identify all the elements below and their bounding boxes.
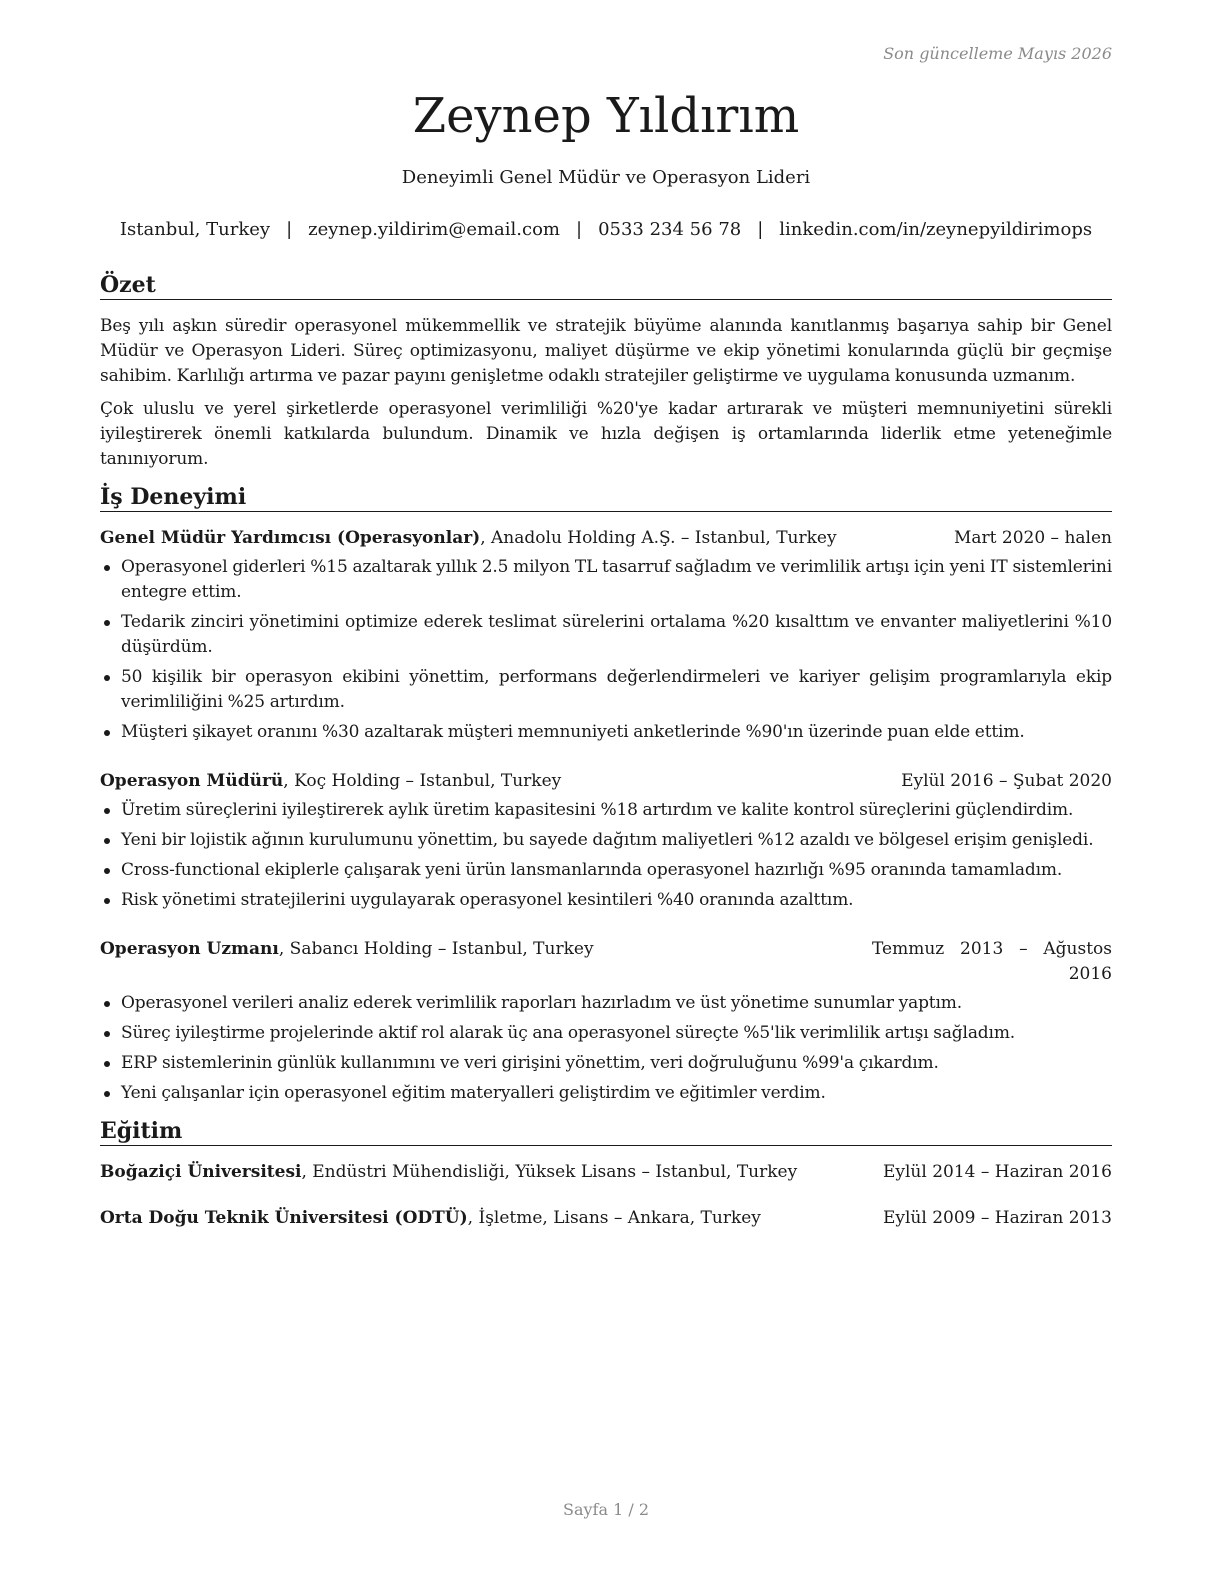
contact-linkedin[interactable]: linkedin.com/in/zeynepyildirimops: [779, 219, 1093, 240]
education-entry: [100, 1206, 1112, 1231]
job-role: Genel Müdür Yardımcısı (Operasyonlar): [100, 528, 481, 548]
job-entry: [100, 526, 1112, 745]
job-bullet: Yeni çalışanlar için operasyonel eğitim materyalleri geliştirdim ve eğitimler verdim.: [100, 1081, 1112, 1106]
job-company: , Anadolu Holding A.Ş. – Istanbul, Turkey: [480, 528, 837, 548]
education-school: Orta Doğu Teknik Üniversitesi (ODTÜ): [100, 1208, 468, 1228]
job-header: [100, 769, 1112, 794]
job-company: , Sabancı Holding – Istanbul, Turkey: [278, 939, 594, 959]
contact-phone[interactable]: 0533 234 56 78: [598, 219, 742, 240]
job-role: Operasyon Müdürü: [100, 771, 284, 791]
resume-page: [100, 0, 1112, 1584]
job-bullet: Süreç iyileştirme projelerinde aktif rol alarak üç ana operasyonel süreçte %5'lik verimlilik artışı sağladım.: [100, 1021, 1112, 1046]
job-bullet: ERP sistemlerinin günlük kullanımını ve veri girişini yönettim, veri doğruluğunu %99'a çıkardım.: [100, 1051, 1112, 1076]
education-dates: Eylül 2009 – Haziran 2013: [882, 1208, 1112, 1228]
job-dates: Temmuz 2013 – Ağustos 2016: [872, 939, 1112, 984]
education-section: [100, 1118, 1112, 1231]
job-company: , Koç Holding – Istanbul, Turkey: [283, 771, 562, 791]
contact-separator: |: [576, 219, 583, 240]
job-header: [100, 937, 1112, 987]
contact-separator: |: [757, 219, 764, 240]
education-school: Boğaziçi Üniversitesi: [100, 1162, 302, 1182]
summary-paragraph: Çok uluslu ve yerel şirketlerde operasyonel verimliliği %20'ye kadar artırarak ve müşteri memnuniyetini sürekli iyileştirerek önemli katkılarda bulundum. Dinamik ve hızla değişen iş ortamlarında liderlik etme yeteneğimle tanınıyorum.: [100, 399, 1112, 469]
experience-section: [100, 484, 1112, 1106]
job-bullet: 50 kişilik bir operasyon ekibini yönettim, performans değerlendirmeleri ve kariyer gelişim programlarıyla ekip verimliliğini %25 artırdım.: [100, 665, 1112, 715]
candidate-subtitle: Deneyimli Genel Müdür ve Operasyon Lideri: [401, 167, 811, 188]
job-entry: [100, 937, 1112, 1106]
job-header: [100, 526, 1112, 551]
candidate-name: Zeynep Yıldırım: [412, 88, 800, 144]
job-bullet: Operasyonel giderleri %15 azaltarak yıllık 2.5 milyon TL tasarruf sağladım ve verimlilik artışı için yeni IT sistemlerini entegre ettim.: [100, 555, 1112, 605]
job-dates: Mart 2020 – halen: [953, 528, 1112, 548]
job-bullet: Operasyonel verileri analiz ederek verimlilik raporları hazırladım ve üst yönetime sunumlar yaptım.: [100, 991, 1112, 1016]
last-updated: Son güncelleme Mayıs 2026: [883, 44, 1112, 63]
job-bullets: [100, 555, 1112, 745]
section-title-education: Eğitim: [100, 1118, 1112, 1146]
job-dates: Eylül 2016 – Şubat 2020: [901, 771, 1112, 791]
job-bullet: Cross-functional ekiplerle çalışarak yeni ürün lansmanlarında operasyonel hazırlığı %95 oranında tamamladım.: [100, 858, 1112, 883]
contact-separator: |: [286, 219, 293, 240]
summary-section: [100, 272, 1112, 472]
contact-location: Istanbul, Turkey: [119, 219, 271, 240]
job-bullet: Yeni bir lojistik ağının kurulumunu yönettim, bu sayede dağıtım maliyetleri %12 azaldı ve bölgesel erişim genişledi.: [100, 828, 1112, 853]
job-bullet: Tedarik zinciri yönetimini optimize ederek teslimat sürelerini ortalama %20 kısalttım ve envanter maliyetlerini %10 düşürdüm.: [100, 610, 1112, 660]
job-bullet: Müşteri şikayet oranını %30 azaltarak müşteri memnuniyeti anketlerinde %90'ın üzerinde puan elde ettim.: [100, 720, 1112, 745]
job-bullet: Üretim süreçlerini iyileştirerek aylık üretim kapasitesini %18 artırdım ve kalite kontrol süreçlerini güçlendirdim.: [100, 798, 1112, 823]
education-dates: Eylül 2014 – Haziran 2016: [882, 1162, 1112, 1182]
job-role: Operasyon Uzmanı: [100, 939, 279, 959]
contact-line: [100, 219, 1112, 240]
job-bullet: Risk yönetimi stratejilerini uygulayarak operasyonel kesintileri %40 oranında azalttım.: [100, 888, 1112, 913]
section-title-summary: Özet: [100, 272, 1112, 300]
education-details: , Endüstri Mühendisliği, Yüksek Lisans – Istanbul, Turkey: [301, 1162, 798, 1182]
contact-email[interactable]: zeynep.yildirim@email.com: [308, 219, 560, 240]
education-details: , İşletme, Lisans – Ankara, Turkey: [467, 1208, 761, 1228]
page-number: Sayfa 1 / 2: [562, 1500, 649, 1519]
resume-content: [100, 272, 1112, 1243]
job-bullets: [100, 991, 1112, 1106]
job-entry: [100, 769, 1112, 913]
education-entry: [100, 1160, 1112, 1185]
summary-paragraph: Beş yılı aşkın süredir operasyonel mükemmellik ve stratejik büyüme alanında kanıtlanmış başarıya sahip bir Genel Müdür ve Operasyon Lideri. Süreç optimizasyonu, maliyet düşürme ve ekip yönetimi konularında güçlü bir geçmişe sahibim. Karlılığı artırma ve pazar payını genişletme odaklı stratejiler geliştirme ve uygulama konusunda uzmanım.: [100, 316, 1112, 386]
job-bullets: [100, 798, 1112, 913]
section-title-experience: İş Deneyimi: [100, 484, 1112, 512]
